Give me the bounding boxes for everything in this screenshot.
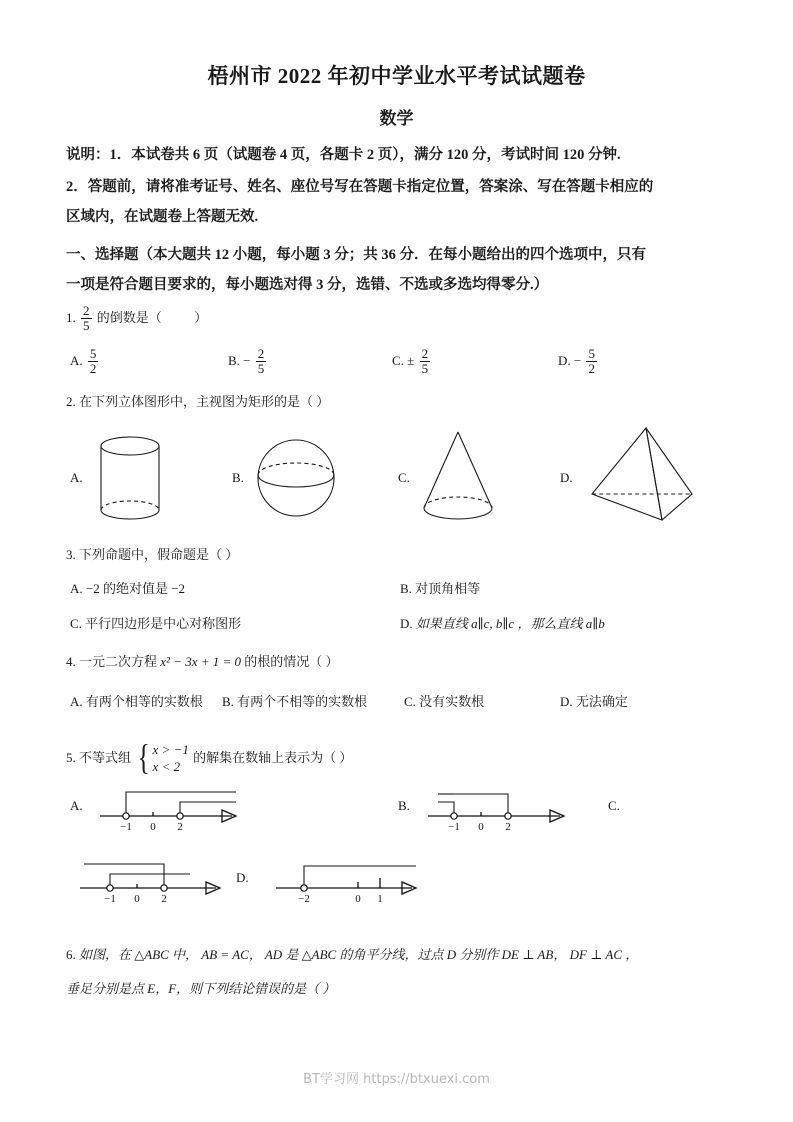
q5-option-c-numberline[interactable]: [76, 852, 246, 910]
q3-option-a[interactable]: A. −2 的绝对值是 −2: [70, 581, 186, 596]
q5-a-tick-3: 2: [177, 821, 183, 833]
q1-option-d-fraction: $\frac{5}{2}$: [588, 346, 595, 376]
q4-stem-post: 的根的情况（ ）: [244, 654, 339, 669]
q4-stem-pre: 一元二次方程: [79, 654, 158, 669]
q5-c-tick-3: 2: [161, 893, 167, 905]
instruction-line-2-text: 2．答题前，请将准考证号、姓名、座位号写在答题卡指定位置，答案涂、写在答题卡相应的: [66, 179, 654, 195]
site-watermark: BT学习网 https://btxuexi.com: [303, 1072, 490, 1087]
q5-stem-post: 的解集在数轴上表示为（ ）: [193, 749, 353, 765]
q4-option-d[interactable]: D. 无法确定: [560, 694, 628, 709]
q5-option-c-label: C.: [608, 798, 620, 813]
q2-option-d-label: D.: [560, 470, 573, 485]
q3-number: 3.: [66, 547, 76, 562]
q5-number: 5.: [66, 749, 76, 765]
q1-stem-close: ）: [194, 310, 208, 326]
q5-option-a-numberline[interactable]: [96, 780, 256, 838]
q4-equation: x² − 3x + 1 = 0: [160, 654, 242, 669]
sphere-icon: [256, 438, 340, 522]
q6-line-1: 如图，在 △ABC 中， AB = AC， AD 是 △ABC 的角平分线，过点 D 分别作 DE ⊥ AB， DF ⊥ AC ，: [79, 947, 639, 962]
instruction-line-1: 说明：1．本试卷共 6 页（试题卷 4 页，各题卡 2 页），满分 120 分，考试时间 120 分钟.: [66, 147, 621, 163]
q3-stem-text: 下列命题中，假命题是（ ）: [79, 547, 239, 562]
q5-stem-pre: 不等式组: [79, 749, 132, 765]
q5-option-d-label: D.: [236, 870, 249, 885]
q3-option-d[interactable]: D. 如果直线 a∥c, b∥c ，那么直线 a∥b: [400, 616, 605, 631]
q1-option-c[interactable]: C. ± $\frac{2}{5}$: [392, 346, 429, 376]
q2-option-b-label: B.: [232, 470, 244, 485]
q4-number: 4.: [66, 654, 76, 669]
q1-option-d[interactable]: D. − $\frac{5}{2}$: [558, 346, 595, 376]
q1-stem-tail: 的倒数是（: [96, 310, 162, 326]
subject-title: 数学: [379, 109, 414, 128]
q5-d-tick-3: 1: [377, 893, 383, 905]
q2-stem-text: 在下列立体图形中，主视图为矩形的是（ ）: [79, 394, 330, 409]
instruction-line-2: [66, 172, 734, 232]
q1-option-a-fraction: $\frac{5}{2}$: [89, 346, 97, 376]
q5-a-tick-1: −1: [120, 821, 132, 833]
q4-option-c[interactable]: C. 没有实数根: [404, 694, 485, 709]
q5-c-tick-2: 0: [134, 893, 140, 905]
question-2-stem: [66, 392, 329, 412]
q5-option-b-numberline[interactable]: [424, 780, 584, 838]
q2-option-a-label: A.: [70, 470, 83, 485]
q5-option-b-label: B.: [398, 798, 410, 813]
q3-option-c[interactable]: C. 平行四边形是中心对称图形: [70, 616, 242, 631]
q3-option-b[interactable]: B. 对顶角相等: [400, 581, 481, 596]
q1-option-c-fraction: $\frac{2}{5}$: [421, 346, 429, 376]
section-heading: [66, 240, 738, 300]
question-6-stem: [66, 938, 738, 1006]
q5-b-tick-1: −1: [448, 821, 460, 833]
instruction-line-3-text: 区域内，在试题卷上答题无效.: [66, 209, 259, 225]
q4-option-a[interactable]: A. 有两个相等的实数根: [70, 694, 203, 709]
q1-option-a[interactable]: A. $\frac{5}{2}$: [70, 346, 97, 376]
q5-a-tick-2: 0: [150, 821, 156, 833]
q2-number: 2.: [66, 394, 76, 409]
tetrahedron-icon: [584, 424, 702, 528]
q1-fraction: $\frac{2}{5}$: [83, 303, 90, 333]
page-title: 梧州市 2022 年初中学业水平考试试题卷: [207, 64, 586, 88]
q5-d-tick-1: −2: [298, 893, 310, 905]
question-5-stem: [66, 737, 353, 778]
q2-option-c-label: C.: [398, 470, 410, 485]
q5-option-a-label: A.: [70, 798, 83, 813]
q6-number: 6.: [66, 947, 76, 962]
q5-c-tick-1: −1: [104, 893, 116, 905]
q4-option-b[interactable]: B. 有两个不相等的实数根: [222, 694, 368, 709]
q1-option-b-fraction: $\frac{2}{5}$: [257, 346, 265, 376]
q1-number: 1.: [66, 310, 76, 326]
cylinder-icon: [98, 432, 168, 528]
question-4-stem: [66, 652, 339, 672]
section-heading-line-1: 一、选择题（本大题共 12 小题，每小题 3 分；共 36 分．在每小题给出的四个选项中，只有: [66, 247, 646, 263]
cone-icon: [412, 428, 506, 524]
q5-system-row-1: x > −1: [152, 742, 189, 757]
q1-option-b[interactable]: B. − $\frac{2}{5}$: [228, 346, 265, 376]
q5-b-tick-3: 2: [505, 821, 511, 833]
q5-d-tick-2: 0: [355, 893, 361, 905]
section-heading-line-2: 一项是符合题目要求的，每小题选对得 3 分，选错、不选或多选均得零分.）: [66, 277, 549, 293]
q5-system-row-2: x < 2: [152, 759, 181, 774]
question-1-stem: [66, 305, 207, 333]
q5-b-tick-2: 0: [478, 821, 484, 833]
q6-line-2: 垂足分别是点 E，F，则下列结论错误的是（ ）: [66, 981, 336, 996]
q5-option-d-numberline[interactable]: [272, 852, 442, 910]
q5-inequality-system: { x > −1 x < 2: [137, 737, 189, 778]
question-3-stem: [66, 545, 238, 565]
